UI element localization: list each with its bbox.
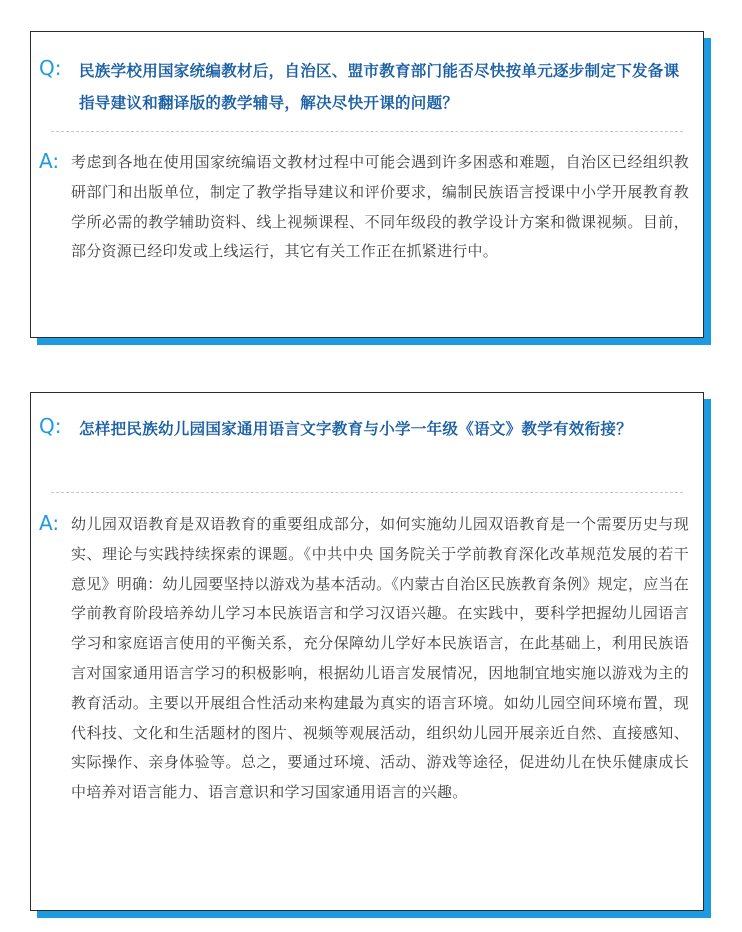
dashed-divider bbox=[51, 131, 683, 132]
answer-row bbox=[39, 510, 689, 808]
qa-card-2 bbox=[30, 392, 704, 911]
question-text: 民族学校用国家统编教材后，自治区、盟市教育部门能否尽快按单元逐步制定下发备课指导建议和翻译版的教学辅导，解决尽快开课的问题？ bbox=[79, 62, 680, 112]
question-row bbox=[39, 413, 689, 445]
qa-card-1 bbox=[30, 31, 704, 338]
answer-marker: A: bbox=[39, 511, 60, 535]
card-body bbox=[30, 392, 704, 911]
answer-marker: A: bbox=[39, 149, 60, 173]
question-row bbox=[39, 55, 689, 119]
question-text: 怎样把民族幼儿园国家通用语言文字教育与小学一年级《语文》教学有效衔接？ bbox=[79, 420, 633, 438]
dashed-divider bbox=[51, 492, 683, 493]
answer-row bbox=[39, 148, 689, 267]
card-body bbox=[30, 31, 704, 338]
question-marker: Q: bbox=[39, 414, 62, 438]
answer-text: 幼儿园双语教育是双语教育的重要组成部分，如何实施幼儿园双语教育是一个需要历史与现实、理论与实践持续探索的课题。《中共中央 国务院关于学前教育深化改革规范发展的若干意见》明确：幼儿园要坚持以游戏为基本活动。《内蒙古自治区民族教育条例》规定，应当在学前教育阶段培养幼儿学习本民族语言和学习汉语兴趣。在实践中，要科学把握幼儿园语言学习和家庭语言使用的平衡关系，充分保障幼儿学好本民族语言，在此基础上，利用民族语言对国家通用语言学习的积极影响，根据幼儿语言发展情况，因地制宜地实施以游戏为主的教育活动。主要以开展组合性活动来构建最为真实的语言环境。如幼儿园空间环境布置，现代科技、文化和生活题材的图片、视频等观展活动，组织幼儿园开展亲近自然、直接感知、实际操作、亲身体验等。总之，要通过环境、活动、游戏等途径，促进幼儿在快乐健康成长中培养对语言能力、语言意识和学习国家通用语言的兴趣。 bbox=[71, 515, 689, 802]
answer-text: 考虑到各地在使用国家统编语文教材过程中可能会遇到许多困惑和难题，自治区已经组织教研部门和出版单位，制定了教学指导建议和评价要求，编制民族语言授课中小学开展教育教学所必需的教学辅助资料、线上视频课程、不同年级段的教学设计方案和微课视频。目前，部分资源已经印发或上线运行，其它有关工作正在抓紧进行中。 bbox=[71, 153, 689, 261]
question-marker: Q: bbox=[39, 56, 62, 80]
